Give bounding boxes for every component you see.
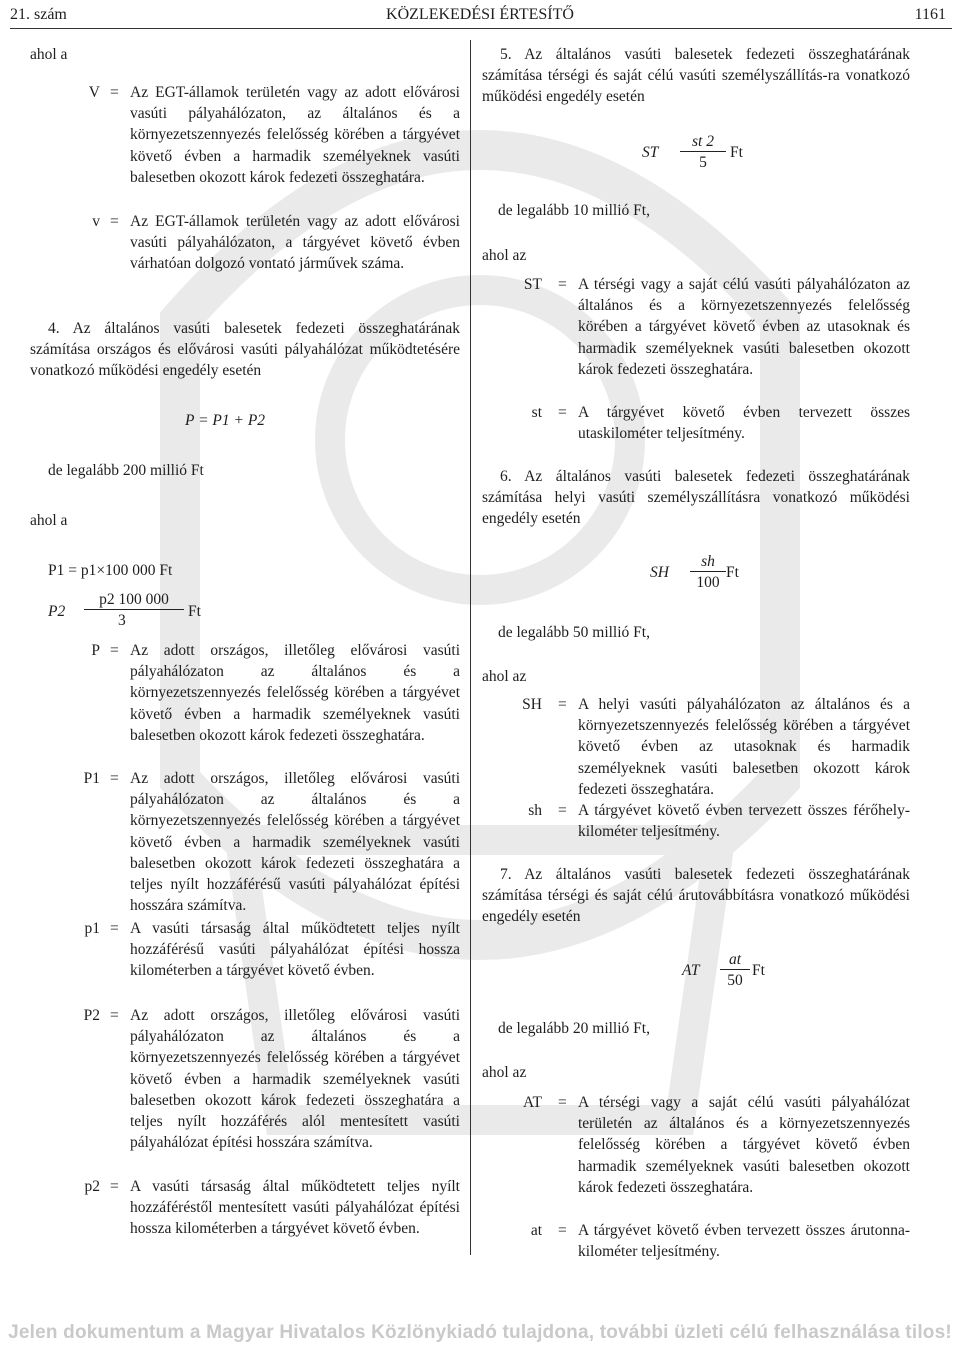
- def-text: A tárgyévet követő évben tervezett összes árutonna-kilométer teljesítmény.: [578, 1222, 910, 1261]
- ahol-az-5: ahol az: [482, 247, 527, 264]
- formula-sh-unit: Ft: [726, 564, 739, 581]
- section-5-heading: 5. Az általános vasúti balesetek fedezeti összeghatárának számítása térségi és saját célú vasúti személyszállítás-ra vonatkozó működési engedély esetén: [482, 46, 910, 106]
- formula-p2-unit: Ft: [188, 603, 201, 620]
- fraction-numerator: st 2: [680, 132, 726, 152]
- def-text: A vasúti társaság által működtetett teljes nyílt hozzáféréstől mentesített vasúti pályahálózat építési hossza kilométerben a tárgyévet követő évben.: [130, 1178, 460, 1238]
- def-text: Az adott országos, illetőleg elővárosi vasúti pályahálózaton az általános és a környezetszennyezés felelősség körében a tárgyévet követő évben a harmadik személyeknek vasúti balesetben okozott károk fedezeti összeghatára.: [130, 642, 460, 744]
- def-equals: =: [110, 1007, 119, 1024]
- minimum-200: de legalább 200 millió Ft: [48, 462, 204, 479]
- def-equals: =: [558, 696, 567, 713]
- def-text: A térségi vagy a saját célú vasúti pályahálózat területén az általános és a környezetszennyezés felelősség körében a tárgyévet követő évben harmadik személyeknek vasúti balesetben okozott károk fedezeti összeghatára.: [578, 1094, 910, 1196]
- formula-p2-fraction: [84, 590, 184, 631]
- formula-st-unit: Ft: [730, 144, 743, 161]
- def-symbol: ST: [523, 276, 542, 293]
- def-symbol: P: [91, 642, 100, 659]
- def-text: A tárgyévet követő évben tervezett összes utaskilométer teljesítmény.: [578, 404, 910, 443]
- minimum-50: de legalább 50 millió Ft,: [498, 624, 650, 641]
- fraction-denominator: 100: [696, 574, 720, 591]
- formula-p1: P1 = p1×100 000 Ft: [48, 562, 173, 579]
- fraction-numerator: p2 100 000: [84, 590, 184, 610]
- def-text: Az EGT-államok területén vagy az adott elővárosi vasúti pályahálózaton, az általános és a környezetszennyezés felelősség körében a tárgyévet követő évben a harmadik személyeknek vasúti balesetben okozott károk fedezeti összeghatára.: [130, 84, 460, 186]
- formula-at-unit: Ft: [752, 962, 765, 979]
- def-equals: =: [558, 1094, 567, 1111]
- def-text: Az adott országos, illetőleg elővárosi vasúti pályahálózaton az általános és a környezetszennyezés felelősség körében a tárgyévet követő évben a harmadik személyeknek vasúti balesetben okozott károk fedezeti összeghatára a teljes nyílt hozzáférés alól mentesített vasúti pályahálózat építési hosszára számítva.: [130, 1007, 460, 1152]
- def-text: A tárgyévet követő évben tervezett összes férőhely-kilométer teljesítmény.: [578, 802, 910, 841]
- def-symbol: V: [88, 84, 100, 101]
- issue-number: 21. szám: [10, 6, 67, 23]
- formula-p2-lhs: P2: [48, 603, 66, 620]
- minimum-10: de legalább 10 millió Ft,: [498, 202, 650, 219]
- def-equals: =: [110, 770, 119, 787]
- ahol-az-7: ahol az: [482, 1064, 527, 1081]
- section-6-heading: 6. Az általános vasúti balesetek fedezeti összeghatárának számítása helyi vasúti személyszállításra vonatkozó működési engedély esetén: [482, 468, 910, 528]
- ahol-az-6: ahol az: [482, 668, 527, 685]
- footer-watermark: Jelen dokumentum a Magyar Hivatalos Közlönykiadó tulajdona, további üzleti célú felhasználása tilos!: [8, 1322, 952, 1343]
- minimum-20: de legalább 20 millió Ft,: [498, 1020, 650, 1037]
- journal-title: KÖZLEKEDÉSI ÉRTESÍTŐ: [386, 6, 574, 23]
- formula-st-fraction: [680, 132, 726, 173]
- def-symbol: at: [530, 1222, 542, 1239]
- left-intro: ahol a: [30, 46, 68, 63]
- def-equals: =: [110, 920, 119, 937]
- fraction-denominator: 5: [699, 154, 707, 171]
- def-equals: =: [110, 213, 119, 230]
- def-text: Az EGT-államok területén vagy az adott elővárosi vasúti pályahálózaton, a tárgyévet követő évben várhatóan dolgozó vontató járművek száma.: [130, 213, 460, 273]
- column-divider: [470, 40, 471, 1255]
- fraction-numerator: at: [720, 950, 750, 970]
- section-4-heading: 4. Az általános vasúti balesetek fedezeti összeghatárának számítása országos és elővárosi vasúti pályahálózat működtetésére vonatkozó működési engedély esetén: [30, 320, 460, 380]
- def-equals: =: [110, 642, 119, 659]
- page-number: 1161: [914, 6, 946, 23]
- def-symbol: sh: [528, 802, 542, 819]
- formula-st-lhs: ST: [642, 144, 659, 161]
- header-rule: [10, 28, 952, 29]
- formula-sh-lhs: SH: [650, 564, 669, 581]
- section-7-heading: 7. Az általános vasúti balesetek fedezeti összeghatárának számítása térségi és saját célú árutovábbításra vonatkozó működési engedély esetén: [482, 866, 910, 926]
- def-symbol: v: [92, 213, 100, 230]
- def-equals: =: [558, 802, 567, 819]
- ahol-a-label: ahol a: [30, 512, 68, 529]
- formula-at-fraction: [720, 950, 750, 991]
- def-symbol: P1: [83, 770, 100, 787]
- def-symbol: SH: [522, 696, 542, 713]
- def-equals: =: [110, 1178, 119, 1195]
- def-text: A helyi vasúti pályahálózaton az általános és a környezetszennyezés felelősség körében a tárgyévet követő évben az utasoknak és harmadik személyeknek vasúti balesetben okozott károk fedezeti összeghatára.: [578, 696, 910, 798]
- fraction-denominator: 50: [727, 972, 743, 989]
- def-symbol: AT: [523, 1094, 542, 1111]
- def-symbol: st: [531, 404, 542, 421]
- fraction-denominator: 3: [118, 612, 126, 629]
- def-equals: =: [558, 404, 567, 421]
- def-equals: =: [558, 276, 567, 293]
- formula-at-lhs: AT: [682, 962, 700, 979]
- def-symbol: p1: [84, 920, 100, 937]
- fraction-numerator: sh: [690, 552, 726, 572]
- def-text: A vasúti társaság által működtetett teljes nyílt hozzáférésű vasúti pályahálózat építési hossza kilométerben a tárgyévet követő évben.: [130, 920, 460, 980]
- def-text: A térségi vagy a saját célú vasúti pályahálózaton az általános és a környezetszennyezés felelősség körében a tárgyévet követő évben az utasoknak és harmadik személyeknek vasúti balesetben okozott károk fedezeti összeghatára.: [578, 276, 910, 378]
- formula-sh-fraction: [690, 552, 726, 593]
- def-equals: =: [110, 84, 119, 101]
- formula-p-sum: P = P1 + P2: [185, 412, 266, 429]
- def-symbol: p2: [84, 1178, 100, 1195]
- def-symbol: P2: [83, 1007, 100, 1024]
- def-text: Az adott országos, illetőleg elővárosi vasúti pályahálózaton az általános és a környezetszennyezés felelősség körében a tárgyévet követő évben a harmadik személyeknek vasúti balesetben okozott károk fedezeti összeghatára a teljes nyílt hozzáférésű vasúti pályahálózat építési hosszára számítva.: [130, 770, 460, 915]
- def-equals: =: [558, 1222, 567, 1239]
